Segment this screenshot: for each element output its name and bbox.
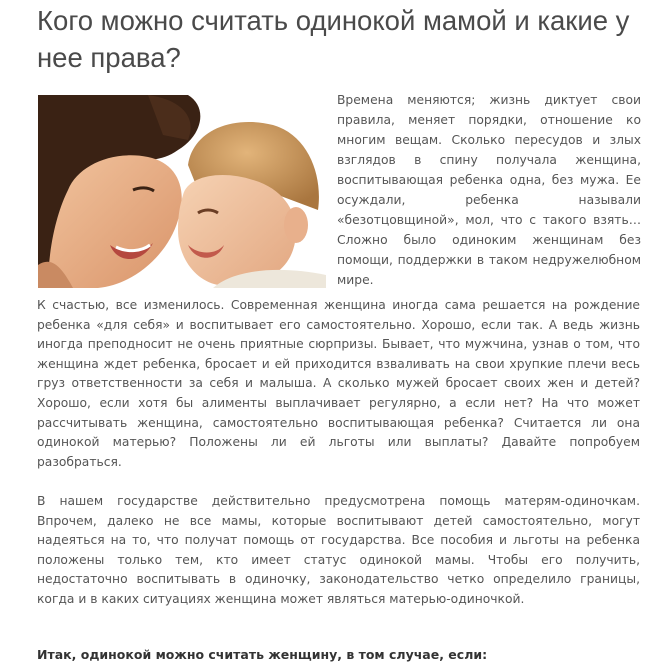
section-subheading: Итак, одинокой можно считать женщину, в том случае, если: (37, 647, 488, 662)
mother-child-illustration (38, 95, 326, 288)
article-title: Кого можно считать одинокой мамой и какие у нее права? (37, 5, 630, 73)
article-photo (38, 95, 326, 288)
lead-paragraph: Времена меняются; жизнь диктует свои правила, меняет порядки, отношение ко многим вещам. Сколько пересудов и злых взглядов в спину получала женщина, воспитывающая ребенка одна, без мужа. Ее осуждали, ребенка называли «безотцовщиной», мол, что с такого взять… Сложно было одиноким женщинам без помощи, поддержки в таком недружелюбном мире. (337, 93, 641, 287)
body-paragraph-2: В нашем государстве действительно предусмотрена помощь матерям-одиночкам. Впрочем, далеко не все мамы, которые воспитывают детей самостоятельно, могут надеяться на то, что получат помощь от государства. Все пособия и льготы на ребенка положены только тем, кто имеет статус одинокой мамы. Чтобы его получить, недостаточно воспитывать в одиночку, законодательство четко определило границы, когда и в каких ситуациях женщина может являться матерью-одиночкой. (37, 494, 640, 606)
body-paragraph-1: К счастью, все изменилось. Современная женщина иногда сама решается на рождение ребенка «для себя» и воспитывает его самостоятельно. Хорошо, если так. А ведь жизнь иногда преподносит не очень приятные сюрпризы. Бывает, что мужчина, узнав о том, что женщина ждет ребенка, бросает и ей приходится взваливать на свои хрупкие плечи весь груз ответственности за себя и малыша. А сколько мужей бросает своих жен и детей? Хорошо, если хотя бы алименты выплачивает регулярно, а если нет? На что может рассчитывать женщина, самостоятельно воспитывающая ребенка? Считается ли она одинокой матерью? Положены ли ей льготы или выплаты? Давайте попробуем разобраться. (37, 298, 640, 469)
